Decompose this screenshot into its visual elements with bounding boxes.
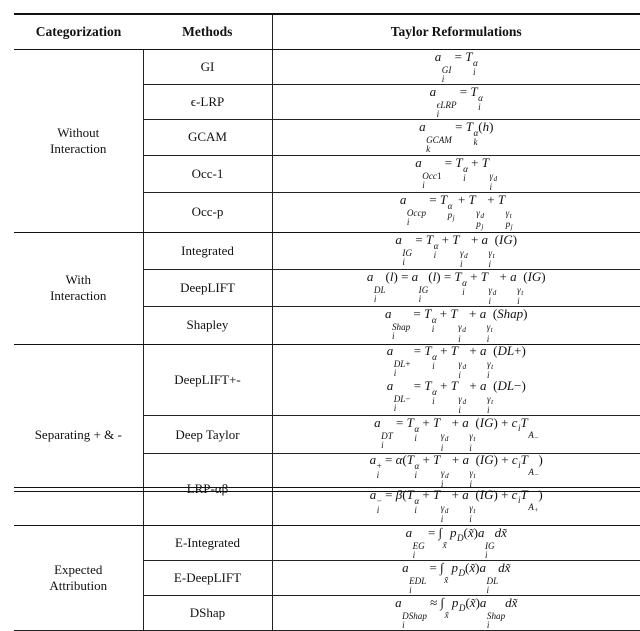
method-cell: Integrated <box>143 232 272 269</box>
bottom-rule <box>14 487 640 488</box>
header-row <box>14 14 640 50</box>
table-row <box>14 232 640 269</box>
method-cell: LRP-αβ <box>143 453 272 525</box>
method-cell: ϵ-LRP <box>143 85 272 120</box>
header-categorization: Categorization <box>14 14 143 50</box>
formula-cell <box>272 560 640 595</box>
formula: a i DT = T i α + T i γ d + a i γ t (IG) + c i T A − <box>273 416 640 452</box>
formula: a i DShap ≈ ∫ x̃ p D (x̃)a i Shap dx̃ <box>273 596 640 630</box>
taylor-reformulation-table <box>14 13 640 631</box>
formula: a i Shap = T i α + T i γ d + a i γ t (Shap) <box>273 307 640 343</box>
formula: a i EDL = ∫ x̃ p D (x̃)a i DL dx̃ <box>273 561 640 595</box>
table-row <box>14 525 640 560</box>
formula-cell <box>272 192 640 232</box>
formula-cell <box>272 416 640 453</box>
method-cell: E-DeepLIFT <box>143 560 272 595</box>
category-cell: Without Interaction <box>14 50 143 233</box>
table-row <box>14 50 640 85</box>
method-cell: GI <box>143 50 272 85</box>
method-cell: Deep Taylor <box>143 416 272 453</box>
table-row <box>14 344 640 416</box>
formula: a i DL (l) = a i IG (l) = T i α + T i γ d + a i γ t (IG) <box>273 270 640 306</box>
formula: a i EG = ∫ x̃ p D (x̃)a i IG dx̃ <box>273 526 640 560</box>
method-cell: DShap <box>143 595 272 630</box>
formula-cell <box>272 50 640 85</box>
table-body <box>14 50 640 631</box>
formula: a k GCAM = T k α (h) <box>273 120 640 154</box>
method-cell: DeepLIFT+- <box>143 344 272 416</box>
formula: a i DL− = T i α + T i γ d + a i γ t (DL−) <box>273 380 640 415</box>
formula: a i Occ1 = T i α + T i γ d <box>273 156 640 192</box>
method-cell: DeepLIFT <box>143 269 272 306</box>
formula-cell <box>272 85 640 120</box>
formula: a i − = β(T i α + T i γ d + a i γ t (IG) + c i T A + ) <box>273 489 640 524</box>
formula-cell <box>272 307 640 344</box>
formula-cell <box>272 269 640 306</box>
formula: a i ϵLRP = T i α <box>273 85 640 119</box>
formula-cell <box>272 232 640 269</box>
method-cell: Occ-p <box>143 192 272 232</box>
formula: a i GI = T i α <box>273 50 640 84</box>
formula-cell <box>272 120 640 155</box>
method-cell: GCAM <box>143 120 272 155</box>
formula: a i DL+ = T i α + T i γ d + a i γ t (DL+) <box>273 345 640 380</box>
header-taylor-reformulations: Taylor Reformulations <box>272 14 640 50</box>
formula-cell <box>272 525 640 560</box>
formula: a i + = α(T i α + T i γ d + a i γ t (IG) + c i T A − ) <box>273 454 640 489</box>
method-cell: Occ-1 <box>143 155 272 192</box>
formula: a i Occp = T p j α + T p j γ d + T p j γ t <box>273 193 640 232</box>
formula-cell <box>272 595 640 630</box>
category-cell: With Interaction <box>14 232 143 344</box>
bottom-rule-2 <box>14 491 640 492</box>
method-cell: E-Integrated <box>143 525 272 560</box>
method-cell: Shapley <box>143 307 272 344</box>
header-methods: Methods <box>143 14 272 50</box>
formula-cell <box>272 453 640 525</box>
formula-cell <box>272 344 640 416</box>
category-cell: Separating + & - <box>14 344 143 525</box>
formula-cell <box>272 155 640 192</box>
category-cell: Expected Attribution <box>14 525 143 631</box>
formula: a i IG = T i α + T i γ d + a i γ t (IG) <box>273 233 640 269</box>
